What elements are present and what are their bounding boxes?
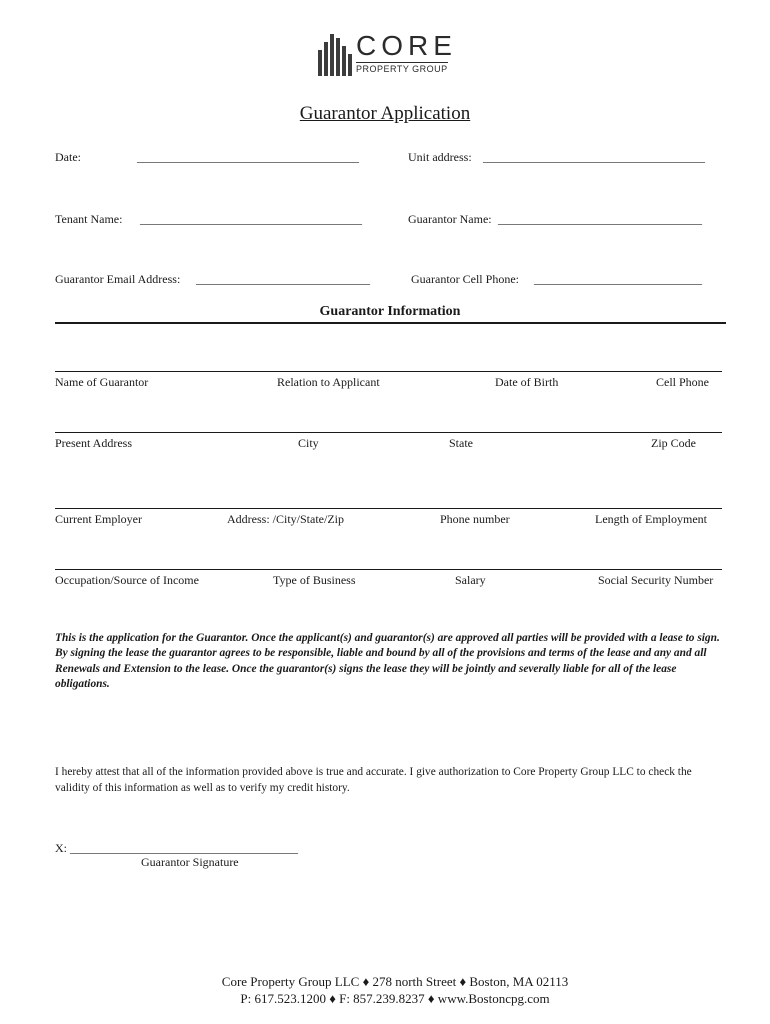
state-label: State bbox=[449, 436, 473, 450]
tenant-name-field[interactable]: _____________________________________ bbox=[140, 212, 362, 226]
document-title: Guarantor Application bbox=[299, 103, 471, 124]
footer-address: Core Property Group LLC ♦ 278 north Street ♦ Boston, MA 02113 bbox=[221, 974, 569, 989]
row-4-fill-line[interactable] bbox=[55, 569, 722, 570]
guarantor-notice: This is the application for the Guarantor. Once the applicant(s) and guarantor(s) are approved all parties will be provided with a lease to sign. By signing the lease the guarantor agrees to be responsible, liable and bound by all of the provisions and terms of the lease and any and all Renewals and Extension to the lease. Once the guarantor(s) signs the lease they will be jointly and severally liable for all of the lease obligations. bbox=[55, 632, 720, 690]
city-label: City bbox=[298, 436, 319, 450]
length-of-employment-label: Length of Employment bbox=[595, 512, 707, 526]
footer-contact: P: 617.523.1200 ♦ F: 857.239.8237 ♦ www.Bostoncpg.com bbox=[240, 991, 550, 1006]
company-logo bbox=[318, 30, 458, 78]
row-3-fill-line[interactable] bbox=[55, 508, 722, 509]
unit-address-label: Unit address: bbox=[408, 150, 472, 164]
date-of-birth-label: Date of Birth bbox=[495, 375, 559, 389]
unit-address-field[interactable]: _____________________________________ bbox=[483, 150, 705, 164]
date-field[interactable]: _____________________________________ bbox=[137, 150, 359, 164]
signature-field[interactable]: X: ______________________________________ bbox=[55, 841, 298, 855]
type-of-business-label: Type of Business bbox=[273, 573, 356, 587]
logo-tagline: PROPERTY GROUP bbox=[356, 64, 448, 74]
cell-phone-label: Cell Phone bbox=[656, 375, 709, 389]
logo-bars-icon bbox=[318, 34, 354, 76]
section-divider bbox=[55, 322, 726, 324]
guarantor-cell-label: Guarantor Cell Phone: bbox=[411, 272, 519, 286]
date-label: Date: bbox=[55, 150, 81, 164]
phone-number-label: Phone number bbox=[440, 512, 510, 526]
guarantor-name-field[interactable]: __________________________________ bbox=[498, 212, 702, 226]
guarantor-cell-field[interactable]: ____________________________ bbox=[534, 272, 702, 286]
relation-label: Relation to Applicant bbox=[277, 375, 380, 389]
present-address-label: Present Address bbox=[55, 436, 132, 450]
name-of-guarantor-label: Name of Guarantor bbox=[55, 375, 149, 389]
occupation-label: Occupation/Source of Income bbox=[55, 573, 199, 587]
zip-code-label: Zip Code bbox=[651, 436, 696, 450]
row-1-fill-line[interactable] bbox=[55, 371, 722, 372]
guarantor-email-label: Guarantor Email Address: bbox=[55, 272, 181, 286]
tenant-name-label: Tenant Name: bbox=[55, 212, 123, 226]
row-2-fill-line[interactable] bbox=[55, 432, 722, 433]
current-employer-label: Current Employer bbox=[55, 512, 142, 526]
guarantor-email-field[interactable]: _____________________________ bbox=[196, 272, 370, 286]
salary-label: Salary bbox=[455, 573, 486, 587]
guarantor-name-label: Guarantor Name: bbox=[408, 212, 492, 226]
logo-brand: CORE bbox=[356, 30, 457, 61]
employer-address-label: Address: /City/State/Zip bbox=[227, 512, 344, 526]
section-title: Guarantor Information bbox=[319, 304, 461, 319]
social-security-label: Social Security Number bbox=[598, 573, 714, 587]
signature-label: Guarantor Signature bbox=[141, 855, 239, 869]
attestation-text: I hereby attest that all of the information provided above is true and accurate. I give authorization to Core Property Group LLC to check the validity of this information as well as to verify my credit history. bbox=[55, 766, 692, 794]
